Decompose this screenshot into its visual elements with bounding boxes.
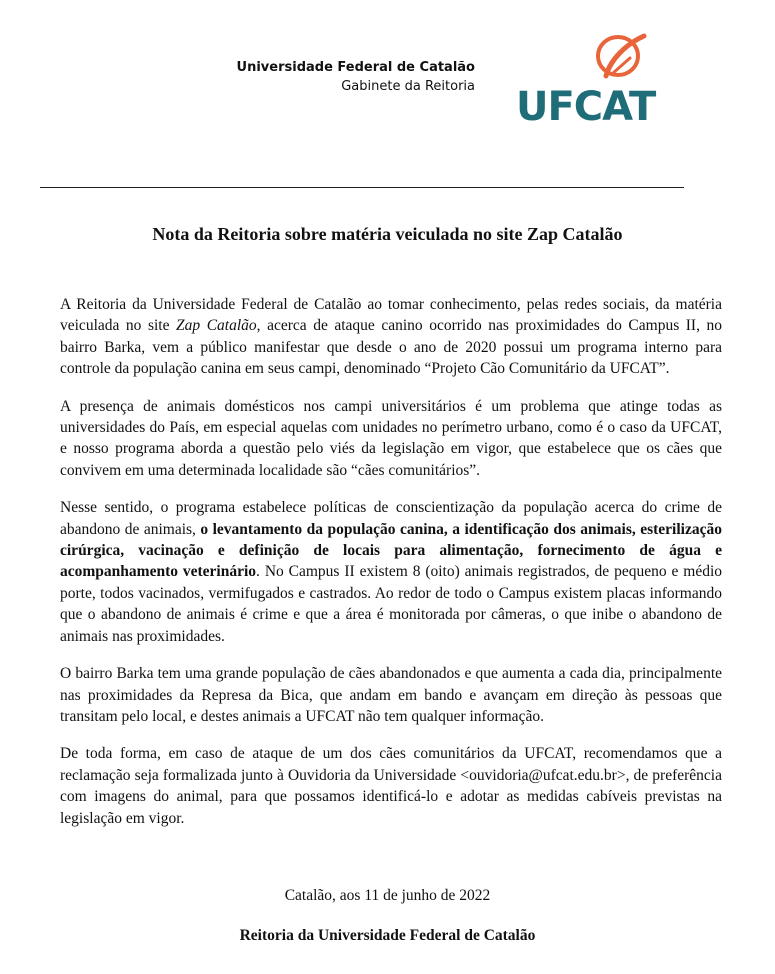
university-name: Universidade Federal de Catalão bbox=[236, 60, 475, 75]
paragraph-3-text-a: Nesse sentido, o programa estabelece políticas de conscientização da população acerca do crime de abandono de animais, bbox=[60, 499, 722, 538]
ufcat-logo bbox=[514, 30, 664, 130]
document-title: Nota da Reitoria sobre matéria veiculada no site Zap Catalão bbox=[152, 224, 623, 244]
paragraph-4: O bairro Barka tem uma grande população de cães abandonados e que aumenta a cada dia, principalmente nas proximidades da Represa da Bica, que andam em bando e avançam em direção às pessoas que transitam pelo local, e destes animais a UFCAT não tem qualquer informação. bbox=[60, 665, 722, 725]
paragraph-3-text-c: . No Campus II existem 8 (oito) animais registrados, de pequeno e médio porte, todos vacinados, vermifugados e castrados. Ao redor de todo o Campus existem placas informando que o abandono de animais é crime e que a área é monitorada por câmeras, o que inibe o abandono de animais nas proximidades. bbox=[60, 563, 723, 645]
signature: Reitoria da Universidade Federal de Catalão bbox=[239, 927, 536, 944]
paragraph-2: A presença de animais domésticos nos campi universitários é um problema que atinge todas as universidades do País, em especial aquelas com unidades no perímetro urbano, como é o caso da UFCAT, e nosso programa aborda a questão pelo viés da legislação em vigor, que estabelece que os cães que convivem em uma determinada localidade são “cães comunitários”. bbox=[60, 397, 722, 479]
paragraph-1-text-c: , acerca de ataque canino ocorrido nas proximidades do Campus II, no bairro Barka, vem a público manifestar que desde o ano de 2020 possui um programa interno para controle da população canina em seus campi, denominado “Projeto Cão Comunitário da UFCAT”. bbox=[60, 317, 723, 378]
program-actions-bold: o levantamento da população canina, a identificação dos animais, esterilização cirúrgica, vacinação e definição de locais para alimentação, fornecimento de água e acompanhamento veterinário bbox=[60, 520, 722, 581]
date-line: Catalão, aos 11 de junho de 2022 bbox=[284, 887, 491, 904]
paragraph-1-text-a: A Reitoria da Universidade Federal de Catalão ao tomar conhecimento, pelas redes sociais, da matéria veiculada no site bbox=[60, 296, 722, 335]
ufcat-logo-mark-icon bbox=[514, 30, 664, 90]
header-divider bbox=[40, 187, 684, 188]
site-name: Zap Catalão bbox=[176, 317, 257, 335]
ufcat-logo-text: UFCAT bbox=[516, 84, 656, 130]
paragraph-1 bbox=[60, 294, 722, 380]
document-body bbox=[60, 294, 722, 845]
office-name: Gabinete da Reitoria bbox=[341, 79, 475, 94]
paragraph-3 bbox=[60, 497, 722, 647]
paragraph-5: De toda forma, em caso de ataque de um dos cães comunitários da UFCAT, recomendamos que a reclamação seja formalizada junto à Ouvidoria da Universidade <ouvidoria@ufcat.edu.br>, de preferência com imagens do animal, para que possamos identificá-lo e adotar as medidas cabíveis previstas na legislação em vigor. bbox=[60, 745, 722, 827]
letterhead bbox=[237, 58, 475, 96]
